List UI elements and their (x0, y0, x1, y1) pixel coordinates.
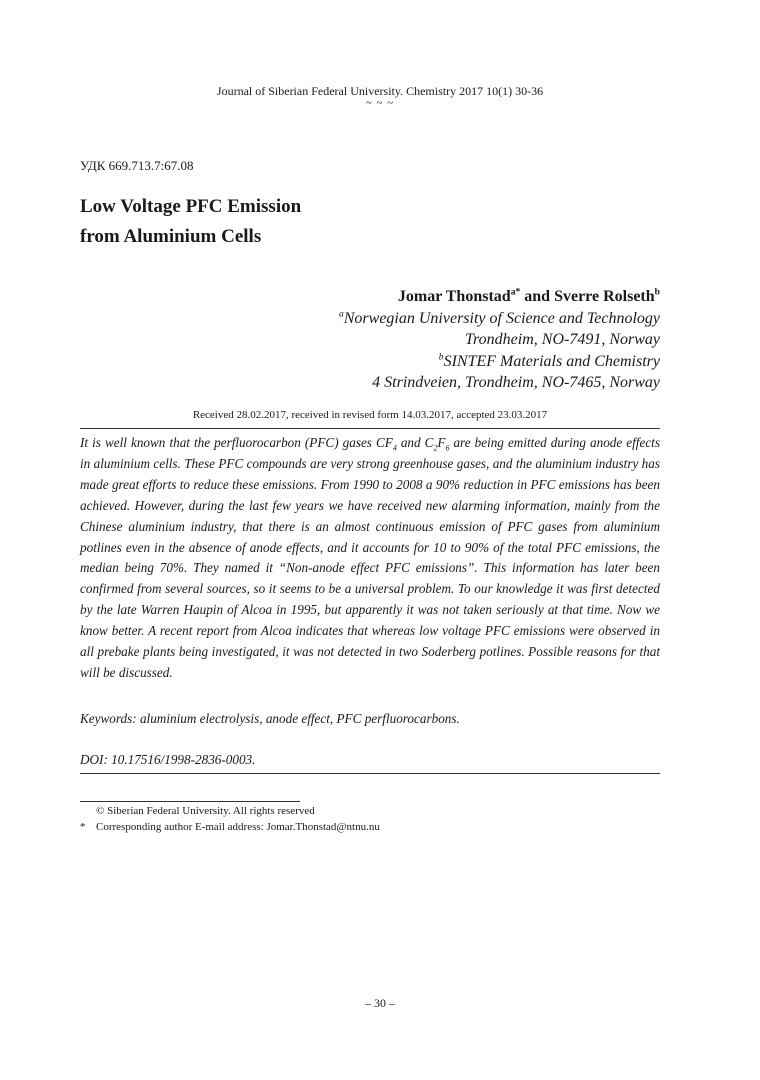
abstract-part-4: are being emitted during anode effects in aluminium cells. These PFC compounds are very strong greenhouse gases, and the aluminium industry has made great efforts to reduce these emissions. From 1990 to 2008 a 90% reduction in PFC emissions has been achieved. However, during the last few years we have received new alarming information, mainly from the Chinese aluminium industry, that there is an almost continuous emission of PFC gases from aluminium potlines even in the absence of anode effects, and it accounts for 10 to 90% of the total PFC emissions, the median being 70%. They named it “Non-anode effect PFC emissions”. This information has later been confirmed from several sources, so it seems to be a universal problem. To our knowledge it was first detected by the late Warren Haupin of Alcoa in 1995, but apparently it was not taken seriously at that time. Now we know better. A recent report from Alcoa indicates that whereas low voltage PFC emissions were observed in all prebake plants being investigated, it was not detected in two Soderberg potlines. Possible reasons for that will be discussed. (80, 435, 660, 680)
affiliation-b-mark: b (438, 351, 444, 363)
paper-title (80, 192, 301, 252)
keywords: Keywords: aluminium electrolysis, anode effect, PFC perfluorocarbons. (80, 711, 460, 726)
abstract-bottom-rule (80, 773, 660, 774)
author-1: Jomar Thonstad (397, 288, 511, 305)
title-line-2: from Aluminium Cells (80, 226, 262, 247)
doi: DOI: 10.17516/1998-2836-0003. (80, 752, 256, 767)
udk-code: УДК 669.713.7:67.08 (80, 158, 194, 173)
corresponding-email: Corresponding author E-mail address: Jomar.Thonstad@ntnu.nu (96, 821, 380, 833)
abstract-part-2: and C (396, 435, 434, 450)
author-1-sup: a* (510, 286, 521, 298)
copyright-footnote: © Siberian Federal University. All rights reserved (96, 805, 315, 817)
footnote-rule (80, 801, 300, 802)
journal-header: Journal of Siberian Federal University. Chemistry 2017 10(1) 30-36 (216, 84, 544, 98)
affiliation-a-address: Trondheim, NO-7491, Norway (465, 331, 660, 348)
affiliation-b-name: SINTEF Materials and Chemistry (443, 352, 660, 370)
footnote-asterisk: * (80, 821, 86, 833)
abstract-text (80, 433, 660, 684)
author-connector: and (520, 288, 555, 305)
page-number: – 30 – (365, 996, 395, 1010)
abstract-part-1: It is well known that the perfluorocarbon (PFC) gases CF (80, 435, 393, 450)
affiliation-a-mark: a (338, 308, 344, 320)
author-2-sup: b (654, 286, 660, 298)
author-names (339, 286, 660, 308)
affiliation-a-name: Norwegian University of Science and Technology (343, 309, 660, 327)
abstract-sub-1: 4 (392, 443, 397, 453)
author-2: Sverre Rolseth (554, 288, 655, 305)
abstract-sub-2: 2 (433, 443, 438, 453)
header-ornament: ~ ~ ~ (365, 97, 395, 109)
title-line-1: Low Voltage PFC Emission (80, 196, 302, 217)
affiliation-a (339, 308, 660, 330)
abstract-sub-3: 6 (445, 443, 450, 453)
received-dates: Received 28.02.2017, received in revised form 14.03.2017, accepted 23.03.2017 (192, 409, 548, 421)
affiliation-b-address: 4 Strindveien, Trondheim, NO-7465, Norway (372, 374, 660, 391)
abstract-top-rule (80, 428, 660, 429)
abstract-part-3: F (437, 435, 446, 450)
corresponding-footnote (80, 821, 380, 833)
affiliation-b (339, 351, 660, 373)
author-block (339, 286, 660, 394)
